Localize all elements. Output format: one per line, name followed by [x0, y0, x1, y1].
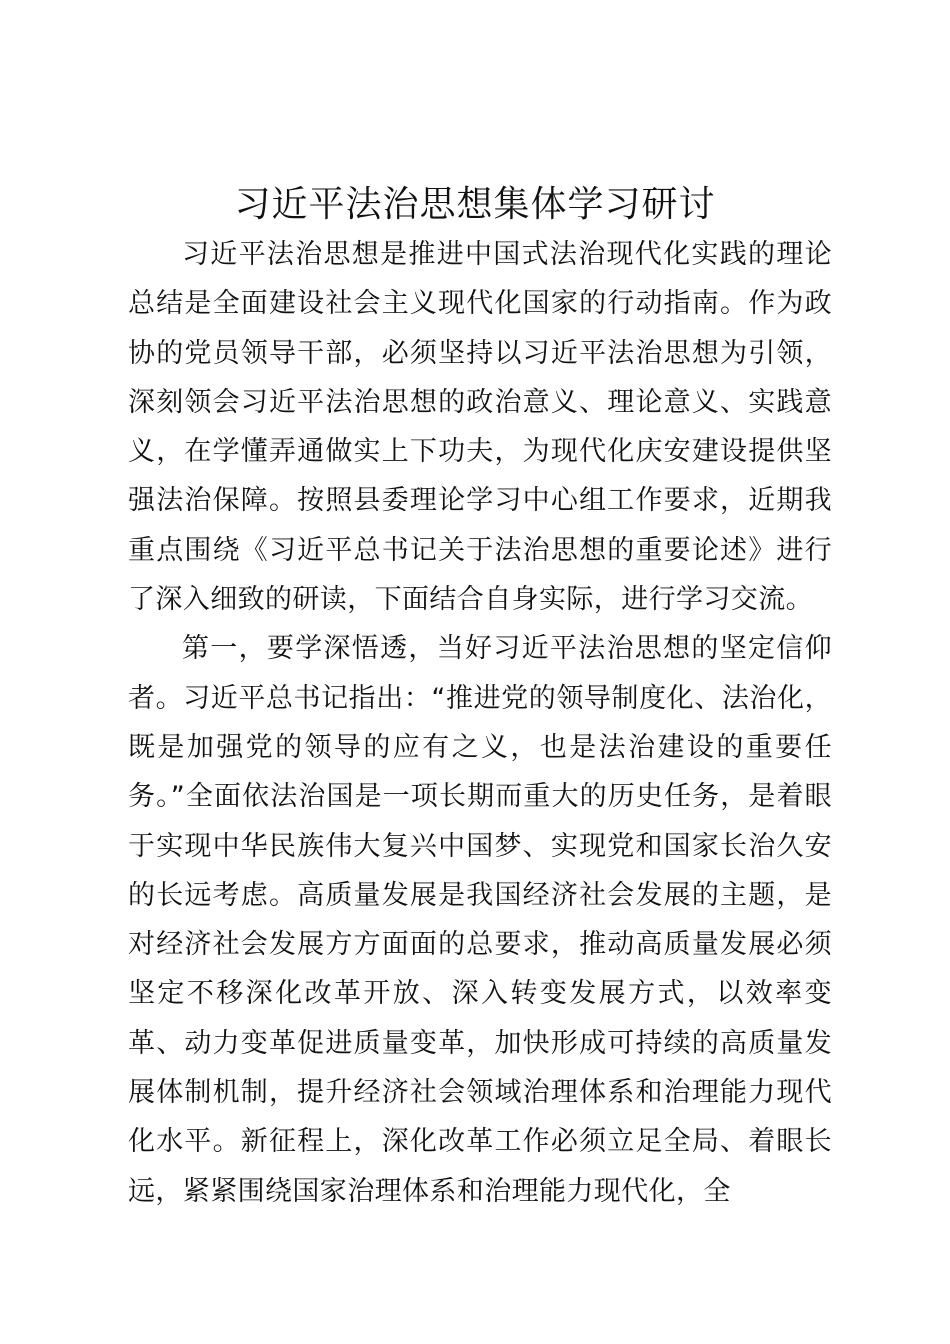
document-body [128, 230, 832, 1216]
document-title: 习近平法治思想集体学习研讨 [234, 184, 716, 225]
body-paragraph-1: 习近平法治思想是推进中国式法治现代化实践的理论总结是全面建设社会主义现代化国家的行动指南。作为政协的党员领导干部，必须坚持以习近平法治思想为引领，深刻领会习近平法治思想的政治意义、理论意义、实践意义，在学懂弄通做实上下功夫，为现代化庆安建设提供坚强法治保障。按照县委理论学习中心组工作要求，近期我重点围绕《习近平总书记关于法治思想的重要论述》进行了深入细致的研读，下面结合自身实际，进行学习交流。 [128, 239, 832, 616]
body-paragraph-2: 第一，要学深悟透，当好习近平法治思想的坚定信仰者。习近平总书记指出：“推进党的领导制度化、法治化，既是加强党的领导的应有之义，也是法治建设的重要任务。”全面依法治国是一项长期而重大的历史任务，是着眼于实现中华民族伟大复兴中国梦、实现党和国家长治久安的长远考虑。高质量发展是我国经济社会发展的主题，是对经济社会发展方方面面的总要求，推动高质量发展必须坚定不移深化改革开放、深入转变发展方式，以效率变革、动力变革促进质量变革，加快形成可持续的高质量发展体制机制，提升经济社会领域治理体系和治理能力现代化水平。新征程上，深化改革工作必须立足全局、着眼长远，紧紧围绕国家治理体系和治理能力现代化，全 [128, 633, 832, 1207]
